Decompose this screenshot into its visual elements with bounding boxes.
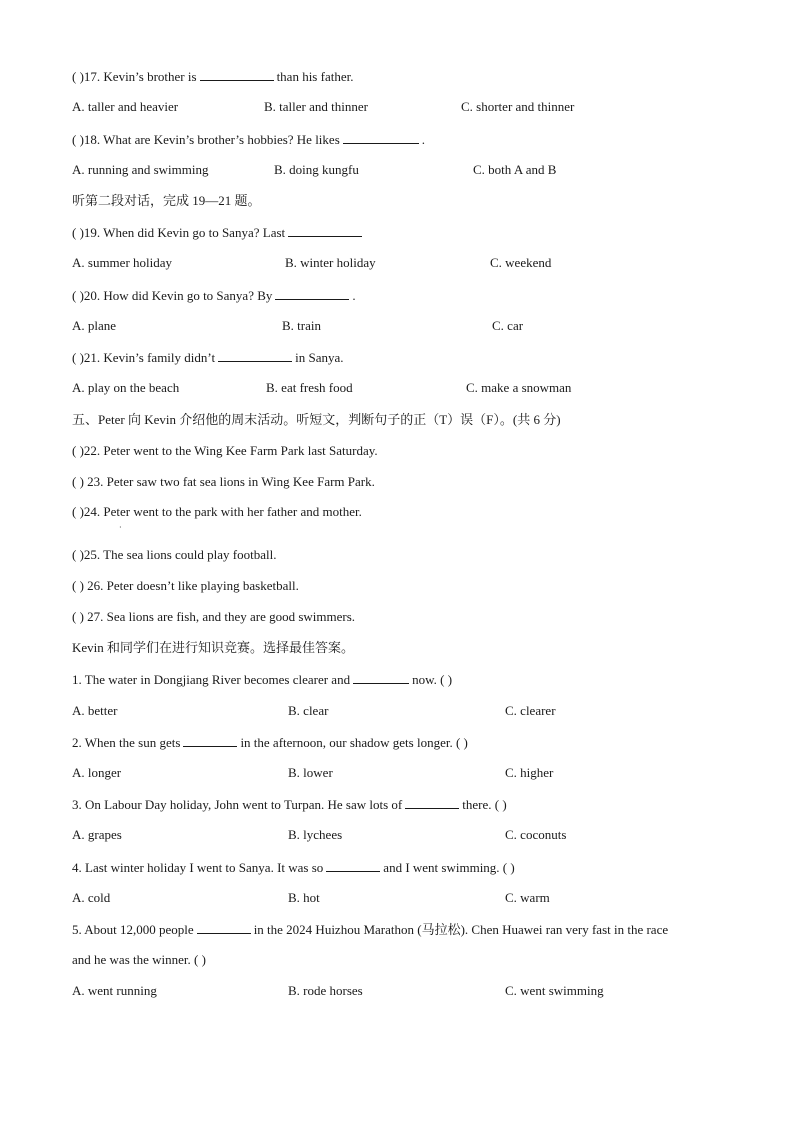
answer-blank[interactable]	[275, 287, 349, 300]
option-c[interactable]: C. weekend	[490, 255, 552, 270]
answer-blank[interactable]	[197, 921, 251, 934]
option-b[interactable]: B. clear	[288, 703, 329, 718]
option-b[interactable]: B. eat fresh food	[266, 380, 353, 395]
question-19: ( )19. When did Kevin go to Sanya? Last	[72, 224, 365, 241]
answer-blank[interactable]	[353, 671, 409, 684]
option-a[interactable]: A. better	[72, 703, 118, 718]
option-b[interactable]: B. winter holiday	[285, 255, 376, 270]
option-a[interactable]: A. taller and heavier	[72, 99, 179, 114]
option-c[interactable]: C. warm	[505, 890, 550, 905]
option-b[interactable]: B. rode horses	[288, 983, 363, 998]
answer-blank[interactable]	[200, 68, 274, 81]
quiz-question-5: 5. About 12,000 people in the 2024 Huizhou Marathon (马拉松). Chen Huawei ran very fast in the race	[72, 922, 669, 937]
tf-item-25[interactable]: ( )25. The sea lions could play football.	[72, 547, 277, 562]
stray-mark: ·	[119, 523, 122, 532]
option-a[interactable]: A. longer	[72, 765, 122, 780]
answer-blank[interactable]	[343, 131, 419, 144]
question-17: ( )17. Kevin’s brother is than his father.	[72, 69, 354, 84]
question-18: ( )18. What are Kevin’s brother’s hobbies? He likes .	[72, 132, 426, 147]
quiz-question-3: 3. On Labour Day holiday, John went to Turpan. He saw lots of there. ( )	[72, 797, 507, 812]
quiz-heading: Kevin 和同学们在进行知识竞赛。选择最佳答案。	[72, 640, 355, 655]
tf-item-27[interactable]: ( ) 27. Sea lions are fish, and they are good swimmers.	[72, 609, 356, 624]
section-heading-dialog-2: 听第二段对话，完成 19—21 题。	[72, 193, 261, 208]
option-c[interactable]: C. both A and B	[473, 162, 557, 177]
answer-blank[interactable]	[288, 224, 362, 237]
option-b[interactable]: B. doing kungfu	[274, 162, 359, 177]
quiz-question-4: 4. Last winter holiday I went to Sanya. It was so and I went swimming. ( )	[72, 860, 515, 875]
option-b[interactable]: B. lower	[288, 765, 333, 780]
option-b[interactable]: B. hot	[288, 890, 320, 905]
option-c[interactable]: C. car	[492, 318, 524, 333]
option-a[interactable]: A. went running	[72, 983, 157, 998]
quiz-question-2: 2. When the sun gets in the afternoon, our shadow gets longer. ( )	[72, 735, 468, 750]
section-5-heading: 五、Peter 向 Kevin 介绍他的周末活动。听短文，判断句子的正（T）误（F）。(共 6 分)	[72, 412, 561, 427]
option-c[interactable]: C. make a snowman	[466, 380, 572, 395]
answer-blank[interactable]	[218, 349, 292, 362]
question-20: ( )20. How did Kevin go to Sanya? By .	[72, 288, 356, 303]
option-c[interactable]: C. higher	[505, 765, 554, 780]
tf-item-22[interactable]: ( )22. Peter went to the Wing Kee Farm Park last Saturday.	[72, 443, 378, 458]
option-a[interactable]: A. grapes	[72, 827, 122, 842]
option-b[interactable]: B. lychees	[288, 827, 343, 842]
option-a[interactable]: A. play on the beach	[72, 380, 180, 395]
option-c[interactable]: C. shorter and thinner	[461, 99, 575, 114]
option-a[interactable]: A. cold	[72, 890, 111, 905]
option-c[interactable]: C. clearer	[505, 703, 556, 718]
option-b[interactable]: B. taller and thinner	[264, 99, 368, 114]
option-a[interactable]: A. summer holiday	[72, 255, 173, 270]
tf-item-23[interactable]: ( ) 23. Peter saw two fat sea lions in Wing Kee Farm Park.	[72, 474, 375, 489]
answer-blank[interactable]	[183, 734, 237, 747]
option-a[interactable]: A. running and swimming	[72, 162, 209, 177]
tf-item-24[interactable]: ( )24. Peter went to the park with her father and mother.	[72, 504, 362, 519]
question-21: ( )21. Kevin’s family didn’t in Sanya.	[72, 350, 344, 365]
answer-blank[interactable]	[326, 859, 380, 872]
option-b[interactable]: B. train	[282, 318, 321, 333]
quiz-question-1: 1. The water in Dongjiang River becomes clearer and now. ( )	[72, 672, 453, 687]
option-c[interactable]: C. went swimming	[505, 983, 604, 998]
option-a[interactable]: A. plane	[72, 318, 117, 333]
quiz-question-5-continued: and he was the winner. ( )	[72, 952, 206, 967]
tf-item-26[interactable]: ( ) 26. Peter doesn’t like playing basketball.	[72, 578, 299, 593]
answer-blank[interactable]	[405, 796, 459, 809]
option-c[interactable]: C. coconuts	[505, 827, 567, 842]
